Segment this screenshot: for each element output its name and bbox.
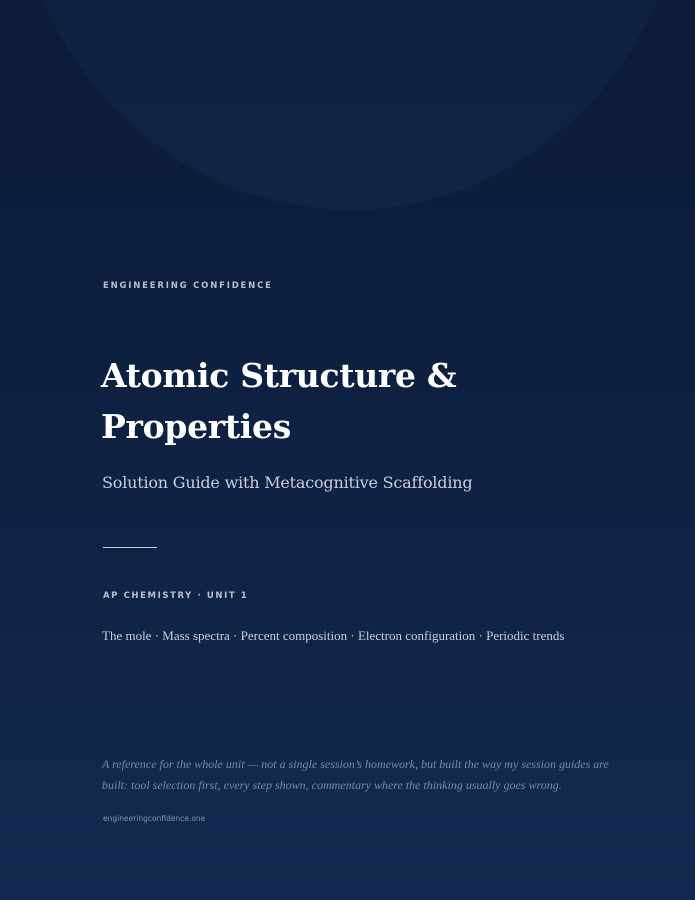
page-subtitle: Solution Guide with Metacognitive Scaffolding — [102, 473, 473, 492]
topics-list: The mole · Mass spectra · Percent composition · Electron configuration · Periodic trends — [102, 628, 565, 643]
background-arc — [10, 0, 690, 210]
website-url: engineeringconfidence.one — [103, 814, 206, 823]
divider — [103, 547, 157, 548]
brand-label: ENGINEERING CONFIDENCE — [103, 281, 273, 291]
description-text: A reference for the whole unit — not a single session’s homework, but built the way my session guides are built: tool selection first, every step shown, commentary where the thinking usually goes wrong. — [102, 757, 609, 792]
course-label: AP CHEMISTRY · UNIT 1 — [103, 591, 249, 601]
page-title: Atomic Structure & Properties — [101, 356, 457, 446]
